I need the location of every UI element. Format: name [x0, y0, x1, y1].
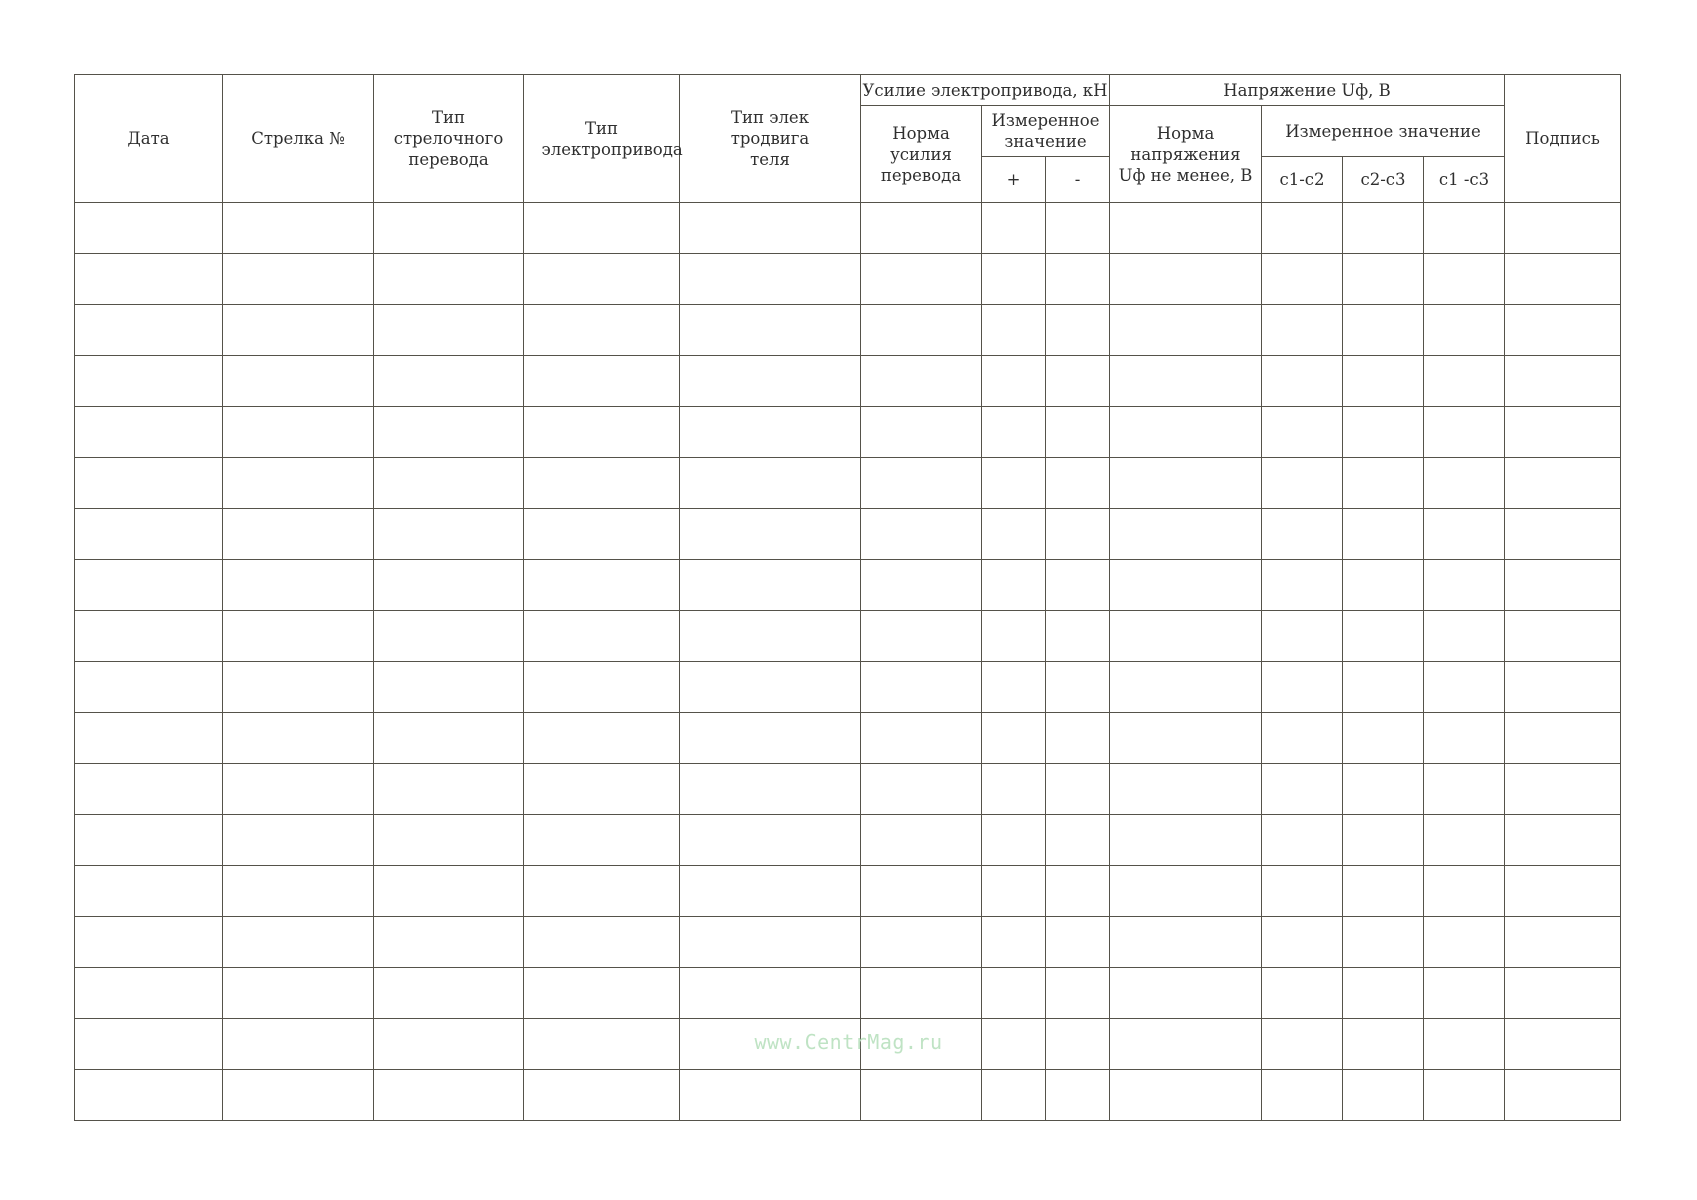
table-row	[75, 764, 1621, 815]
journal-sheet	[74, 74, 1620, 1121]
table-cell[interactable]	[1343, 305, 1424, 356]
table-row	[75, 203, 1621, 254]
table-cell[interactable]	[1110, 968, 1262, 1019]
table-cell[interactable]	[680, 509, 861, 560]
table-cell[interactable]	[861, 305, 982, 356]
table-cell[interactable]	[75, 764, 223, 815]
table-cell[interactable]	[1343, 1070, 1424, 1121]
table-cell[interactable]	[524, 305, 680, 356]
table-cell[interactable]	[680, 611, 861, 662]
table-cell[interactable]	[1046, 305, 1110, 356]
header-switch-type-text: Тип стрелочного перевода	[393, 108, 504, 169]
table-cell[interactable]	[1424, 764, 1505, 815]
table-cell[interactable]	[1343, 866, 1424, 917]
table-cell[interactable]	[1343, 509, 1424, 560]
table-cell[interactable]	[75, 1070, 223, 1121]
table-cell[interactable]	[1505, 560, 1621, 611]
watermark: www.CentrMag.ru	[754, 1030, 943, 1054]
table-row	[75, 815, 1621, 866]
header-force-plus: +	[982, 157, 1046, 203]
table-cell[interactable]	[1505, 815, 1621, 866]
table-cell[interactable]	[1110, 815, 1262, 866]
table-cell[interactable]	[982, 458, 1046, 509]
table-cell[interactable]	[1343, 713, 1424, 764]
table-cell[interactable]	[1343, 407, 1424, 458]
table-cell[interactable]	[1110, 356, 1262, 407]
header-voltage-c1-c2: с1-с2	[1262, 157, 1343, 203]
table-cell[interactable]	[1262, 662, 1343, 713]
table-cell[interactable]	[1505, 764, 1621, 815]
table-cell[interactable]	[1110, 611, 1262, 662]
table-cell[interactable]	[1110, 509, 1262, 560]
table-cell[interactable]	[1046, 254, 1110, 305]
table-cell[interactable]	[524, 611, 680, 662]
table-cell[interactable]	[524, 254, 680, 305]
table-cell[interactable]	[982, 509, 1046, 560]
table-cell[interactable]	[223, 611, 374, 662]
header-drive-type-text: Тип электропривода	[541, 118, 683, 159]
header-voltage-group: Напряжение Uф, В	[1110, 75, 1505, 106]
table-cell[interactable]	[374, 662, 524, 713]
table-cell[interactable]	[982, 662, 1046, 713]
table-cell[interactable]	[374, 254, 524, 305]
table-cell[interactable]	[1046, 866, 1110, 917]
table-cell[interactable]	[1262, 305, 1343, 356]
table-cell[interactable]	[1046, 764, 1110, 815]
table-cell[interactable]	[861, 1070, 982, 1121]
table-cell[interactable]	[982, 305, 1046, 356]
table-cell[interactable]	[75, 866, 223, 917]
header-force-norm-text: Норма усилия перевода	[880, 123, 962, 185]
table-cell[interactable]	[680, 407, 861, 458]
table-cell[interactable]	[75, 662, 223, 713]
table-cell[interactable]	[223, 662, 374, 713]
table-cell[interactable]	[1046, 713, 1110, 764]
table-cell[interactable]	[1424, 407, 1505, 458]
table-cell[interactable]	[1505, 611, 1621, 662]
table-cell[interactable]	[982, 407, 1046, 458]
table-cell[interactable]	[1046, 611, 1110, 662]
header-force-group: Усилие электропривода, кН	[861, 75, 1110, 106]
table-cell[interactable]	[1262, 203, 1343, 254]
table-cell[interactable]	[374, 611, 524, 662]
table-cell[interactable]	[1046, 1070, 1110, 1121]
table-cell[interactable]	[1505, 407, 1621, 458]
table-cell[interactable]	[1505, 866, 1621, 917]
table-cell[interactable]	[1262, 509, 1343, 560]
table-cell[interactable]	[861, 560, 982, 611]
table-cell[interactable]	[524, 713, 680, 764]
table-cell[interactable]	[524, 968, 680, 1019]
table-cell[interactable]	[1505, 662, 1621, 713]
table-cell[interactable]	[1505, 968, 1621, 1019]
table-cell[interactable]	[680, 917, 861, 968]
table-header	[75, 75, 1621, 203]
table-cell[interactable]	[1343, 458, 1424, 509]
table-cell[interactable]	[1110, 407, 1262, 458]
table-cell[interactable]	[1262, 815, 1343, 866]
table-cell[interactable]	[223, 764, 374, 815]
table-cell[interactable]	[1505, 1070, 1621, 1121]
table-cell[interactable]	[1424, 815, 1505, 866]
table-cell[interactable]	[1110, 254, 1262, 305]
table-cell[interactable]	[524, 917, 680, 968]
table-cell[interactable]	[223, 458, 374, 509]
table-cell[interactable]	[374, 560, 524, 611]
table-row	[75, 407, 1621, 458]
table-cell[interactable]	[1505, 305, 1621, 356]
table-cell[interactable]	[680, 560, 861, 611]
table-cell[interactable]	[982, 713, 1046, 764]
table-cell[interactable]	[1343, 203, 1424, 254]
table-cell[interactable]	[1343, 662, 1424, 713]
table-cell[interactable]	[1424, 458, 1505, 509]
table-cell[interactable]	[524, 407, 680, 458]
table-cell[interactable]	[75, 407, 223, 458]
table-cell[interactable]	[1262, 1070, 1343, 1121]
table-cell[interactable]	[223, 407, 374, 458]
table-cell[interactable]	[861, 968, 982, 1019]
table-cell[interactable]	[374, 764, 524, 815]
table-cell[interactable]	[1505, 458, 1621, 509]
table-cell[interactable]	[1424, 611, 1505, 662]
table-cell[interactable]	[1424, 917, 1505, 968]
table-cell[interactable]	[1046, 560, 1110, 611]
table-cell[interactable]	[1110, 662, 1262, 713]
table-cell[interactable]	[1424, 560, 1505, 611]
table-cell[interactable]	[75, 356, 223, 407]
header-voltage-norm	[1110, 106, 1262, 203]
table-cell[interactable]	[1424, 662, 1505, 713]
table-cell[interactable]	[524, 509, 680, 560]
table-cell[interactable]	[1110, 866, 1262, 917]
table-cell[interactable]	[982, 917, 1046, 968]
table-cell[interactable]	[524, 764, 680, 815]
table-cell[interactable]	[1505, 713, 1621, 764]
table-cell[interactable]	[223, 203, 374, 254]
table-cell[interactable]	[1343, 917, 1424, 968]
table-cell[interactable]	[680, 713, 861, 764]
table-cell[interactable]	[680, 866, 861, 917]
table-cell[interactable]	[374, 203, 524, 254]
table-cell[interactable]	[1262, 764, 1343, 815]
table-cell[interactable]	[1505, 254, 1621, 305]
table-cell[interactable]	[861, 764, 982, 815]
header-motor-type	[680, 75, 861, 203]
table-cell[interactable]	[75, 815, 223, 866]
table-cell[interactable]	[982, 611, 1046, 662]
table-cell[interactable]	[982, 203, 1046, 254]
table-cell[interactable]	[524, 203, 680, 254]
table-cell[interactable]	[1110, 203, 1262, 254]
table-cell[interactable]	[75, 305, 223, 356]
header-voltage-norm-text: Норма напряжения Uф не менее, В	[1118, 123, 1253, 185]
table-cell[interactable]	[223, 917, 374, 968]
header-signature: Подпись	[1505, 75, 1621, 203]
table-cell[interactable]	[1505, 509, 1621, 560]
table-cell[interactable]	[524, 1070, 680, 1121]
header-voltage-measured: Измеренное значение	[1262, 106, 1505, 157]
table-cell[interactable]	[75, 458, 223, 509]
table-cell[interactable]	[75, 917, 223, 968]
table-cell[interactable]	[223, 509, 374, 560]
table-cell[interactable]	[680, 254, 861, 305]
table-cell[interactable]	[1046, 203, 1110, 254]
table-cell[interactable]	[861, 356, 982, 407]
table-cell[interactable]	[75, 968, 223, 1019]
table-cell[interactable]	[861, 815, 982, 866]
table-cell[interactable]	[75, 611, 223, 662]
table-cell[interactable]	[982, 815, 1046, 866]
table-cell[interactable]	[1046, 458, 1110, 509]
table-cell[interactable]	[1110, 1070, 1262, 1121]
table-cell[interactable]	[374, 509, 524, 560]
table-cell[interactable]	[75, 560, 223, 611]
table-cell[interactable]	[374, 356, 524, 407]
table-cell[interactable]	[374, 917, 524, 968]
table-cell[interactable]	[982, 968, 1046, 1019]
table-row	[75, 509, 1621, 560]
table-cell[interactable]	[1343, 560, 1424, 611]
header-force-measured-text: Измеренное значение	[991, 111, 1100, 151]
table-cell[interactable]	[680, 356, 861, 407]
table-cell[interactable]	[1262, 458, 1343, 509]
table-cell[interactable]	[1262, 713, 1343, 764]
table-cell[interactable]	[223, 1070, 374, 1121]
header-motor-type-text: Тип электродвигателя	[730, 108, 810, 169]
table-cell[interactable]	[1343, 611, 1424, 662]
table-cell[interactable]	[1424, 254, 1505, 305]
table-cell[interactable]	[524, 458, 680, 509]
table-cell[interactable]	[1110, 917, 1262, 968]
table-cell[interactable]	[75, 713, 223, 764]
table-cell[interactable]	[524, 560, 680, 611]
table-cell[interactable]	[75, 509, 223, 560]
table-cell[interactable]	[680, 203, 861, 254]
table-cell[interactable]	[1424, 509, 1505, 560]
table-cell[interactable]	[982, 764, 1046, 815]
table-cell[interactable]	[1343, 815, 1424, 866]
table-row	[75, 866, 1621, 917]
log-table	[74, 74, 1621, 1121]
table-cell[interactable]	[1110, 458, 1262, 509]
table-cell[interactable]	[75, 203, 223, 254]
table-cell[interactable]	[861, 662, 982, 713]
table-cell[interactable]	[223, 866, 374, 917]
table-cell[interactable]	[1046, 917, 1110, 968]
table-cell[interactable]	[680, 458, 861, 509]
header-date: Дата	[75, 75, 223, 203]
table-cell[interactable]	[982, 560, 1046, 611]
table-cell[interactable]	[1343, 356, 1424, 407]
table-cell[interactable]	[680, 815, 861, 866]
table-cell[interactable]	[861, 713, 982, 764]
table-cell[interactable]	[223, 356, 374, 407]
table-cell[interactable]	[1343, 254, 1424, 305]
table-cell[interactable]	[1343, 968, 1424, 1019]
table-cell[interactable]	[982, 356, 1046, 407]
table-cell[interactable]	[861, 611, 982, 662]
table-cell[interactable]	[680, 764, 861, 815]
table-cell[interactable]	[861, 203, 982, 254]
table-cell[interactable]	[982, 1070, 1046, 1121]
table-cell[interactable]	[1046, 509, 1110, 560]
table-row	[75, 356, 1621, 407]
table-row	[75, 305, 1621, 356]
table-cell[interactable]	[1424, 356, 1505, 407]
table-cell[interactable]	[1262, 866, 1343, 917]
table-cell[interactable]	[223, 305, 374, 356]
table-cell[interactable]	[1262, 407, 1343, 458]
table-cell[interactable]	[1046, 407, 1110, 458]
header-switch-number: Стрелка №	[223, 75, 374, 203]
table-cell[interactable]	[1046, 815, 1110, 866]
table-row	[75, 662, 1621, 713]
table-cell[interactable]	[1262, 254, 1343, 305]
table-cell[interactable]	[1424, 203, 1505, 254]
table-cell[interactable]	[861, 254, 982, 305]
table-cell[interactable]	[1262, 968, 1343, 1019]
table-cell[interactable]	[524, 356, 680, 407]
table-cell[interactable]	[374, 1070, 524, 1121]
table-cell[interactable]	[1110, 713, 1262, 764]
table-cell[interactable]	[1110, 305, 1262, 356]
table-cell[interactable]	[1424, 968, 1505, 1019]
table-cell[interactable]	[1424, 713, 1505, 764]
table-cell[interactable]	[1424, 1070, 1505, 1121]
table-cell[interactable]	[1505, 203, 1621, 254]
table-cell[interactable]	[374, 713, 524, 764]
table-cell[interactable]	[680, 968, 861, 1019]
table-cell[interactable]	[223, 560, 374, 611]
table-cell[interactable]	[861, 407, 982, 458]
table-cell[interactable]	[1262, 611, 1343, 662]
table-row	[75, 611, 1621, 662]
table-cell[interactable]	[1262, 917, 1343, 968]
table-cell[interactable]	[1046, 662, 1110, 713]
table-cell[interactable]	[524, 662, 680, 713]
table-cell[interactable]	[524, 866, 680, 917]
table-cell[interactable]	[374, 458, 524, 509]
table-cell[interactable]	[680, 1070, 861, 1121]
table-cell[interactable]	[1505, 356, 1621, 407]
table-row	[75, 917, 1621, 968]
table-cell[interactable]	[1262, 560, 1343, 611]
table-cell[interactable]	[1424, 305, 1505, 356]
table-row	[75, 968, 1621, 1019]
header-switch-type	[374, 75, 524, 203]
table-cell[interactable]	[223, 968, 374, 1019]
table-row	[75, 713, 1621, 764]
table-cell[interactable]	[1505, 917, 1621, 968]
table-cell[interactable]	[524, 815, 680, 866]
table-cell[interactable]	[374, 815, 524, 866]
table-row	[75, 1070, 1621, 1121]
table-cell[interactable]	[223, 815, 374, 866]
header-force-minus: -	[1046, 157, 1110, 203]
table-cell[interactable]	[1110, 560, 1262, 611]
table-cell[interactable]	[374, 866, 524, 917]
table-cell[interactable]	[982, 254, 1046, 305]
header-voltage-c2-c3: с2-с3	[1343, 157, 1424, 203]
table-cell[interactable]	[1046, 356, 1110, 407]
table-cell[interactable]	[374, 305, 524, 356]
table-row	[75, 254, 1621, 305]
table-cell[interactable]	[861, 458, 982, 509]
table-cell[interactable]	[680, 662, 861, 713]
table-cell[interactable]	[1343, 764, 1424, 815]
table-cell[interactable]	[374, 407, 524, 458]
table-row	[75, 458, 1621, 509]
table-cell[interactable]	[861, 866, 982, 917]
table-cell[interactable]	[982, 866, 1046, 917]
table-cell[interactable]	[1046, 968, 1110, 1019]
table-body	[75, 203, 1621, 1121]
header-force-measured	[982, 106, 1110, 157]
table-row	[75, 560, 1621, 611]
table-cell[interactable]	[223, 713, 374, 764]
table-cell[interactable]	[680, 305, 861, 356]
table-cell[interactable]	[374, 968, 524, 1019]
table-cell[interactable]	[1262, 356, 1343, 407]
table-cell[interactable]	[1424, 866, 1505, 917]
table-cell[interactable]	[861, 509, 982, 560]
table-cell[interactable]	[223, 254, 374, 305]
header-force-norm	[861, 106, 982, 203]
table-cell[interactable]	[861, 917, 982, 968]
table-cell[interactable]	[75, 254, 223, 305]
table-cell[interactable]	[1110, 764, 1262, 815]
header-voltage-c1-c3: с1 -с3	[1424, 157, 1505, 203]
header-drive-type	[524, 75, 683, 203]
